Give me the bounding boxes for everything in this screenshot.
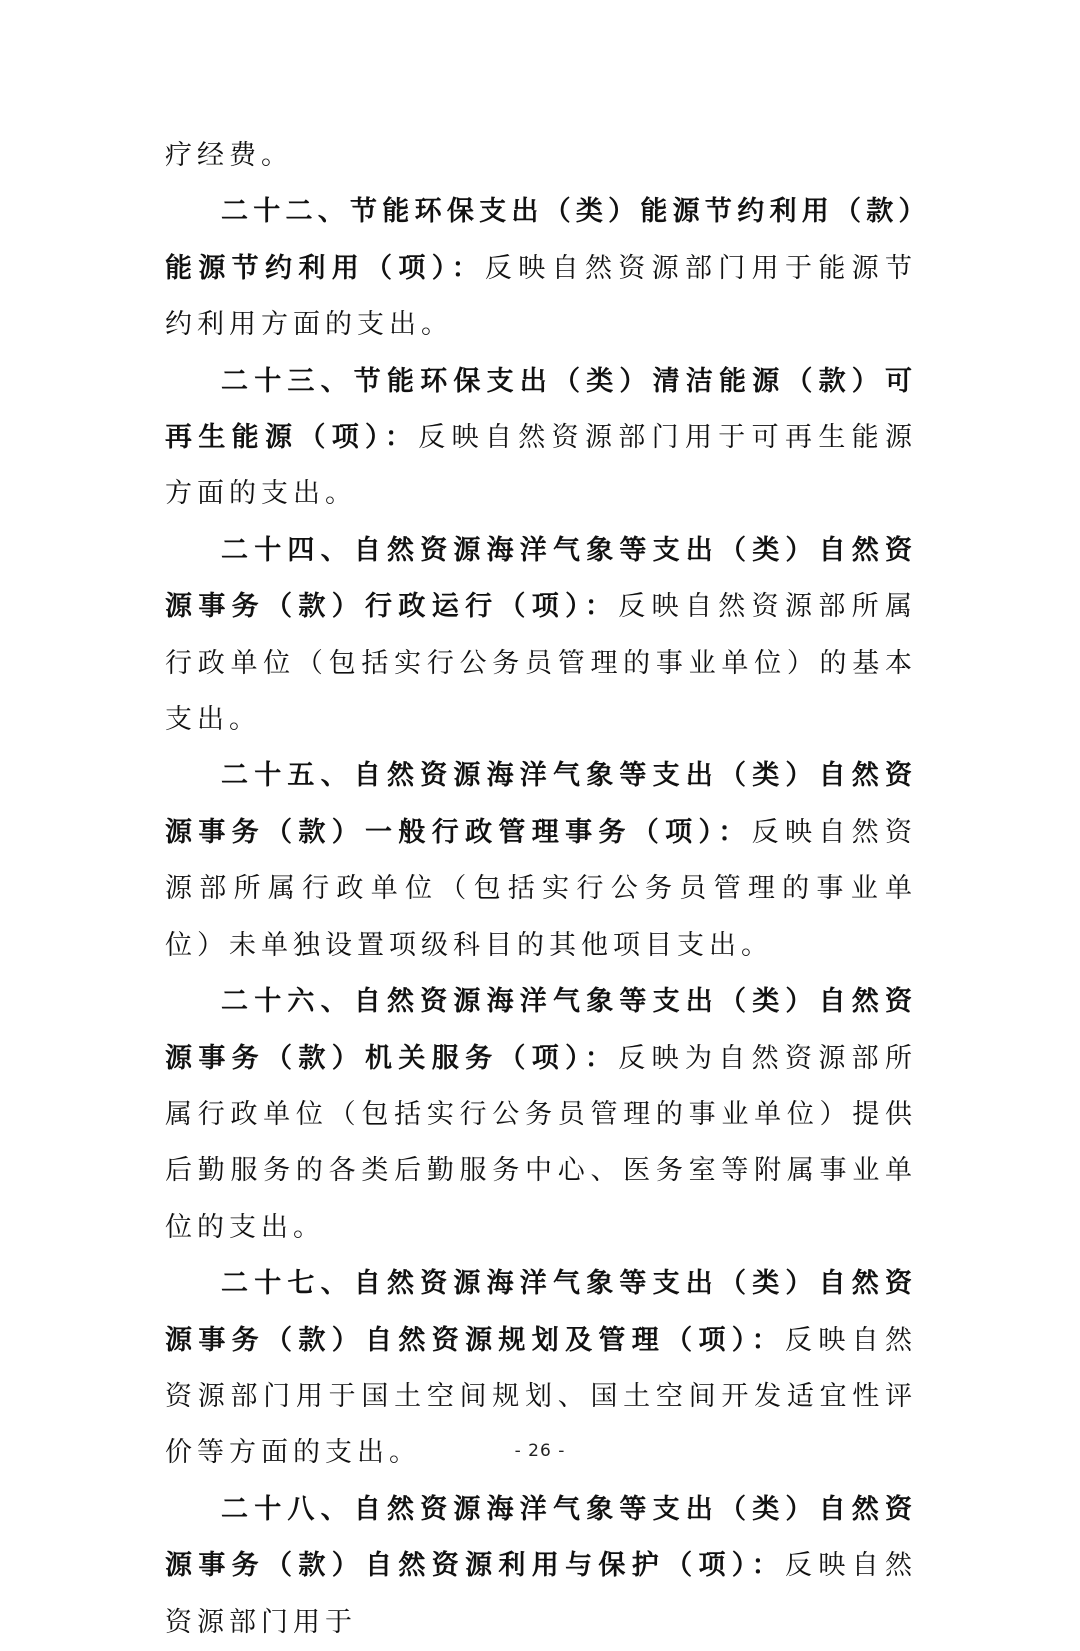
paragraph-text: 反映自然资源部门用于 — [165, 1550, 918, 1638]
paragraph-item-28 — [165, 1482, 917, 1651]
paragraph-text: 反映自然资源部所属行政单位（包括实行公务员管理的事业单位）的基本支出。 — [165, 591, 918, 736]
paragraph-heading: 二十二、节能环保支出（类）能源节约利用（款）能源节约利用（项）： — [165, 196, 917, 284]
paragraph-item-25 — [165, 748, 917, 974]
paragraph-text: 疗经费。 — [165, 140, 293, 171]
paragraph-text: 反映自然资源部门用于国土空间规划、国土空间开发适宜性评价等方面的支出。 — [165, 1324, 918, 1469]
paragraph-continuation — [165, 128, 917, 184]
paragraph-text: 反映自然资源部门用于可再生能源方面的支出。 — [165, 422, 918, 510]
paragraph-heading: 二十六、自然资源海洋气象等支出（类）自然资源事务（款）机关服务（项）： — [165, 986, 917, 1074]
paragraph-item-24 — [165, 523, 917, 749]
paragraph-heading: 二十七、自然资源海洋气象等支出（类）自然资源事务（款）自然资源规划及管理（项）： — [165, 1268, 917, 1356]
paragraph-heading: 二十三、节能环保支出（类）清洁能源（款）可再生能源（项）： — [165, 365, 917, 454]
paragraph-item-26 — [165, 974, 917, 1256]
paragraph-heading: 二十四、自然资源海洋气象等支出（类）自然资源事务（款）行政运行（项）： — [165, 534, 917, 623]
paragraph-heading: 二十八、自然资源海洋气象等支出（类）自然资源事务（款）自然资源利用与保护（项）： — [165, 1493, 917, 1582]
document-body — [165, 128, 917, 1651]
paragraph-item-23 — [165, 354, 917, 523]
paragraph-heading: 二十五、自然资源海洋气象等支出（类）自然资源事务（款）一般行政管理事务（项）： — [165, 760, 917, 848]
paragraph-text: 反映为自然资源部所属行政单位（包括实行公务员管理的事业单位）提供后勤服务的各类后勤服务中心、医务室等附属事业单位的支出。 — [165, 1042, 918, 1243]
paragraph-text: 反映自然资源部门用于能源节约利用方面的支出。 — [165, 252, 918, 341]
paragraph-item-22 — [165, 184, 917, 353]
paragraph-text: 反映自然资源部所属行政单位（包括实行公务员管理的事业单位）未单独设置项级科目的其他项目支出。 — [165, 816, 918, 961]
page-number: - 26 - — [514, 1441, 566, 1461]
